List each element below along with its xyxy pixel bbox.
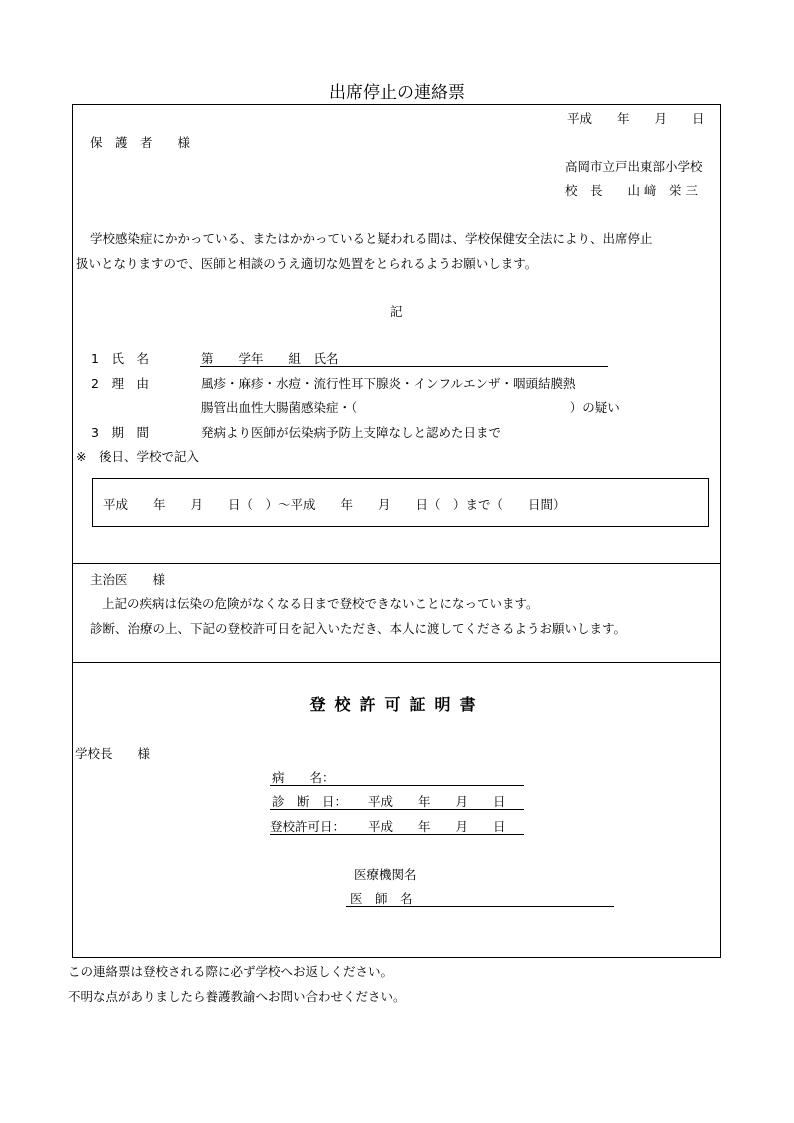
- footer-line-1: この連絡票は登校される際に必ず学校へお返しください。: [68, 964, 394, 979]
- doctor-line-2: 診断、治療の上、下記の登校許可日を記入いただき、本人に渡してくださるようお願いします。: [90, 621, 627, 636]
- doctor-salutation: 主治医 様: [90, 572, 166, 587]
- physician-label: 医 師 名: [350, 891, 413, 906]
- item-name-label: 1 氏 名: [91, 351, 149, 366]
- item-reason-line-1: 風疹・麻疹・水痘・流行性耳下腺炎・インフルエンザ・咽頭結膜熱: [201, 376, 576, 391]
- item-name-value: 第 学年 組 氏名: [201, 351, 339, 366]
- diagnosis-label: 診 断 日：: [272, 794, 348, 809]
- institution-label: 医療機関名: [354, 867, 417, 882]
- permit-label: 登校許可日：: [270, 819, 346, 834]
- physician-underline: [346, 906, 614, 907]
- doctor-request-section: [72, 563, 721, 663]
- permit-underline: [270, 834, 524, 835]
- page-title: 出席停止の連絡票: [329, 83, 465, 103]
- diagnosis-underline: [270, 809, 524, 810]
- disease-underline: [270, 785, 524, 786]
- disease-label: 病 名：: [272, 770, 335, 785]
- intro-line-2: 扱いとなりますので、医師と相談のうえ適切な処置をとられるようお願いします。: [76, 256, 538, 271]
- note-text: ※ 後日、学校で記入: [76, 449, 199, 464]
- school-name: 高岡市立戸出東部小学校: [565, 159, 703, 174]
- date-field: 平成 年 月 日: [567, 111, 705, 126]
- name-underline: [200, 366, 608, 367]
- footer-line-2: 不明な点がありましたら養護教諭へお問い合わせください。: [68, 989, 406, 1004]
- certificate-addressee: 学校長 様: [75, 746, 151, 761]
- item-period-value: 発病より医師が伝染病予防上支障なしと認めた日まで: [201, 425, 502, 440]
- certificate-title: 登校許可証明書: [309, 695, 485, 714]
- period-box-text: 平成 年 月 日（ ）～平成 年 月 日（ ）まで（ 日間）: [103, 497, 566, 512]
- item-period-label: 3 期 間: [91, 425, 149, 440]
- doctor-line-1: 上記の疾病は伝染の危険がなくなる日まで登校できないことになっています。: [102, 596, 539, 611]
- item-reason-label: 2 理 由: [91, 376, 149, 391]
- intro-line-1: 学校感染症にかかっている、またはかかっていると疑われる間は、学校保健安全法により、出席停止: [90, 231, 653, 246]
- guardian-addressee: 保 護 者 様: [90, 135, 191, 150]
- permit-date: 平成 年 月 日: [368, 819, 506, 834]
- diagnosis-date: 平成 年 月 日: [368, 794, 506, 809]
- item-reason-line-2: 腸管出血性大腸菌感染症・（ ）の疑い: [201, 400, 620, 415]
- ki-heading: 記: [390, 304, 403, 319]
- principal-name: 校 長 山 﨑 栄 三: [565, 183, 698, 198]
